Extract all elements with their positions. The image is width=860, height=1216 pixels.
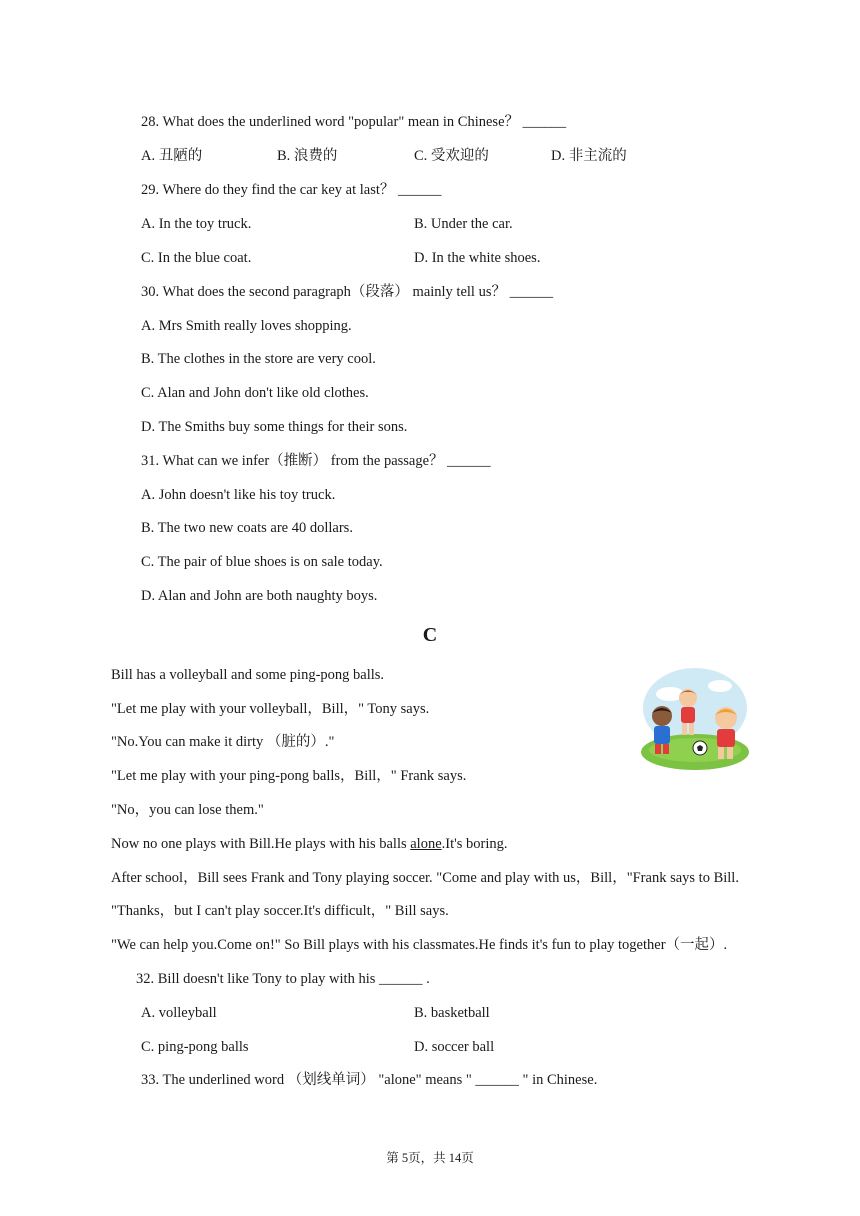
q28-option-c: C. 受欢迎的 (414, 148, 489, 164)
passage-line: "Let me play with your ping-pong balls，Bill，" Frank says. (111, 768, 467, 784)
question-30: 30. What does the second paragraph（段落） mainly tell us？ ______ (141, 284, 554, 300)
q29-option-b: B. Under the car. (414, 216, 513, 232)
passage-line: Bill has a volleyball and some ping-pong balls. (111, 667, 385, 683)
question-31: 31. What can we infer（推断） from the passage？ ______ (141, 453, 491, 469)
question-28: 28. What does the underlined word "popular" mean in Chinese？ ______ (141, 114, 567, 130)
q31-option-c: C. The pair of blue shoes is on sale today. (141, 554, 383, 570)
question-29: 29. Where do they find the car key at last？ ______ (141, 182, 442, 198)
q31-option-b: B. The two new coats are 40 dollars. (141, 520, 353, 536)
passage-line: "Thanks，but I can't play soccer.It's difficult，" Bill says. (111, 903, 449, 919)
q31-option-d: D. Alan and John are both naughty boys. (141, 588, 378, 604)
q29-option-a: A. In the toy truck. (141, 216, 252, 232)
passage-text: .It's boring. (441, 836, 508, 852)
q30-option-c: C. Alan and John don't like old clothes. (141, 385, 369, 401)
q30-option-d: D. The Smiths buy some things for their sons. (141, 419, 408, 435)
passage-line: "We can help you.Come on!" So Bill plays with his classmates.He finds it's fun to play together（一起）. (111, 937, 728, 953)
page-number: 第 5页，共 14页 (386, 1151, 474, 1165)
q28-option-d: D. 非主流的 (551, 148, 627, 164)
q28-option-b: B. 浪费的 (277, 148, 338, 164)
q29-option-d: D. In the white shoes. (414, 250, 541, 266)
q32-option-c: C. ping-pong balls (141, 1039, 249, 1055)
passage-line-alone (111, 835, 508, 853)
q29-option-c: C. In the blue coat. (141, 250, 252, 266)
question-32: 32. Bill doesn't like Tony to play with his ______ . (136, 971, 430, 987)
underlined-word: alone (410, 836, 442, 852)
section-heading: C (422, 624, 438, 646)
q31-option-a: A. John doesn't like his toy truck. (141, 487, 336, 503)
q32-option-b: B. basketball (414, 1005, 490, 1021)
passage-text: Now no one plays with Bill.He plays with his balls (111, 836, 411, 852)
q30-option-b: B. The clothes in the store are very cool. (141, 351, 376, 367)
kids-playing-soccer-illustration (640, 664, 750, 772)
question-33: 33. The underlined word （划线单词） "alone" means " ______ " in Chinese. (141, 1072, 598, 1088)
q32-option-d: D. soccer ball (414, 1039, 495, 1055)
passage-line: "Let me play with your volleyball，Bill，" Tony says. (111, 701, 430, 717)
passage-line: After school，Bill sees Frank and Tony playing soccer. "Come and play with us，Bill，"Frank says to Bill. (111, 870, 739, 886)
passage-line: "No，you can lose them." (111, 802, 264, 818)
q28-option-a: A. 丑陋的 (141, 148, 203, 164)
q32-option-a: A. volleyball (141, 1005, 217, 1021)
passage-line: "No.You can make it dirty （脏的）." (111, 734, 335, 750)
q30-option-a: A. Mrs Smith really loves shopping. (141, 318, 352, 334)
